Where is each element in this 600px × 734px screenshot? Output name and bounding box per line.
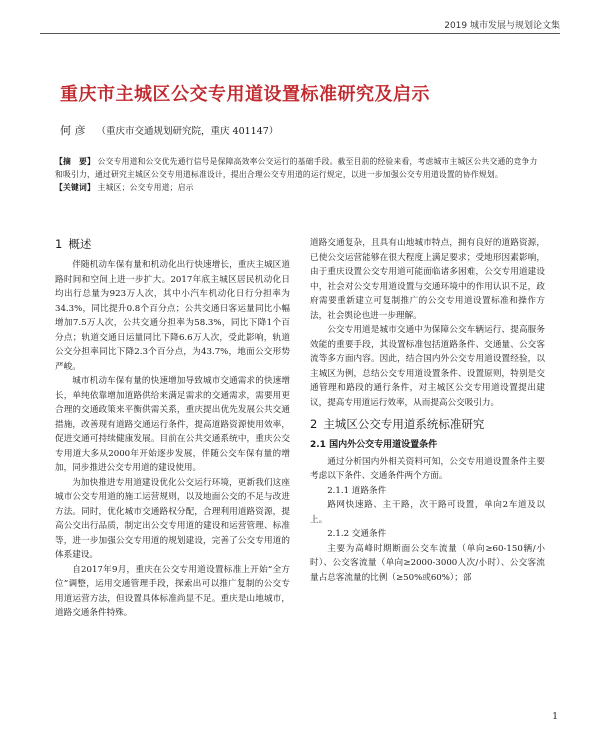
keywords-label: 【关键词】 <box>55 183 95 192</box>
subsubsection-heading-2-1-2: 2.1.2 交通条件 <box>327 529 387 539</box>
body-paragraph: 伴随机动车保有量和机动化出行快速增长，重庆主城区道路时间和空间上进一步扩大。2017年底主城区居民机动化日均出行总量为923万人次，其中小汽车机动化日行分担率为34.3%，同比提升0.8个百分点；公共交通日客运量同比小幅增加7.5万人次，公共交通分担率为58.3%，同比下降1个百分点；轨道交通日运量同比下降6.6万人次，受此影响，轨道公交分担率同比下降2.3个百分点，为43.7%，地面公交形势严峻。 <box>55 260 290 372</box>
abstract-block <box>55 155 545 194</box>
subsubsection-heading-2-1-1: 2.1.1 道路条件 <box>327 485 387 496</box>
body-paragraph: 道路交通复杂，且具有山地城市特点，拥有良好的道路资源，已使公交运营能够在很大程度上满足要求；受地形因素影响，由于重庆设置公交专用道可能面临诸多困难，公交专用道建设中，社会对公交专用道设置与交通环境中的作用认识不足，政府需要重新建立可复制推广的公交专用道设置标准和操作方法，社会舆论也进一步理解。 <box>310 238 545 321</box>
section-heading-1 <box>55 236 290 252</box>
header-rule <box>40 33 560 34</box>
page-number: 1 <box>552 712 558 722</box>
author-affiliation: （重庆市交通规划研究院，重庆 401147） <box>96 126 279 137</box>
abstract-text: 公交专用道和公交优先通行信号是保障高效率公交运行的基础手段。截至目前的经验来看，考虑城市主城区公共交通的竞争力和吸引力，通过研究主城区公交专用道标准设计，提出合理公交专用道的运行规定，以进一步加强公交专用道设置的协作规划。 <box>55 157 538 179</box>
running-head: 2019 城市发展与规划论文集 <box>444 21 560 31</box>
author-line <box>60 122 278 138</box>
abstract-paragraph <box>55 155 545 181</box>
section-number: 1 <box>55 237 63 251</box>
section-number: 2 <box>310 417 318 431</box>
body-paragraph: 自2017年9月，重庆在公交专用道设置标准上开始“全方位”调整，运用交通管理手段，探索出可以推广复制的公交专用道运营方法，但设置具体标准尚显不足。重庆是山地城市，道路交通条件特殊。 <box>55 564 290 618</box>
section-title: 主城区公交专用道系统标准研究 <box>323 417 485 431</box>
section-title: 概述 <box>68 237 92 251</box>
left-column <box>55 236 290 621</box>
body-paragraph: 城市机动车保有量的快速增加导致城市交通需求的快速增长，单纯依靠增加道路供给来满足需求的交通需求，需要用更合理的交通政策来平衡供需关系，重庆提出优先发展公共交通措施，改善现有道路交通运行条件，提高道路资源使用效率，促进交通可持续健康发展。目前在公共交通系统中，重庆公交专用道大多从2000年开始逐步发展，伴随公交车保有量的增加，同步推进公交专用道的建设使用。 <box>55 376 290 473</box>
author-name: 何 彦 <box>60 124 86 137</box>
body-paragraph: 主要为高峰时期断面公交车流量（单向≥60-150辆/小时）、公交客流量（单向≥2000-3000人次/小时）、公交客流量占总客流量的比例（≥50%或60%）；部 <box>310 543 545 583</box>
abstract-label: 【摘 要】 <box>55 157 95 166</box>
paper-title: 重庆市主城区公交专用道设置标准研究及启示 <box>60 84 430 105</box>
section-heading-2 <box>310 416 545 432</box>
keywords-text: 主城区；公交专用道；启示 <box>97 183 194 192</box>
body-paragraph: 公交专用道是城市交通中为保障公交车辆运行、提高服务效能的重要手段，其设置标准包括道路条件、交通量、公交客流等多方面内容。因此，结合国内外公交专用道设置经验，以主城区为例，总结公交专用道设置条件、设置原则，特别是交通管理和路段的通行条件，对主城区公交专用道设置提出建议，提高专用道运行效率，从而提高公交吸引力。 <box>310 325 545 408</box>
keywords-paragraph <box>55 181 545 194</box>
body-paragraph: 路网快速路、主干路，次干路可设置，单向2车道及以上。 <box>310 500 545 525</box>
right-column <box>310 236 545 585</box>
body-paragraph: 为加快推进专用道建设优化公交运行环境，更新我们这座城市公交专用道的施工运营规则，以及地面公交的不足与改进方法。同时，优化城市交通路权分配，合理利用道路资源，提高公交出行品质，制定出公交专用道的建设和运营管理、标准等，进一步加强公交专用道的规划建设，完善了公交专用道的体系建设。 <box>55 477 290 560</box>
subsection-heading-2-1: 2.1 国内外公交专用道设置条件 <box>310 440 438 450</box>
body-paragraph: 通过分析国内外相关资料可知，公交专用道设置条件主要考虑以下条件、交通条件两个方面。 <box>310 456 545 481</box>
